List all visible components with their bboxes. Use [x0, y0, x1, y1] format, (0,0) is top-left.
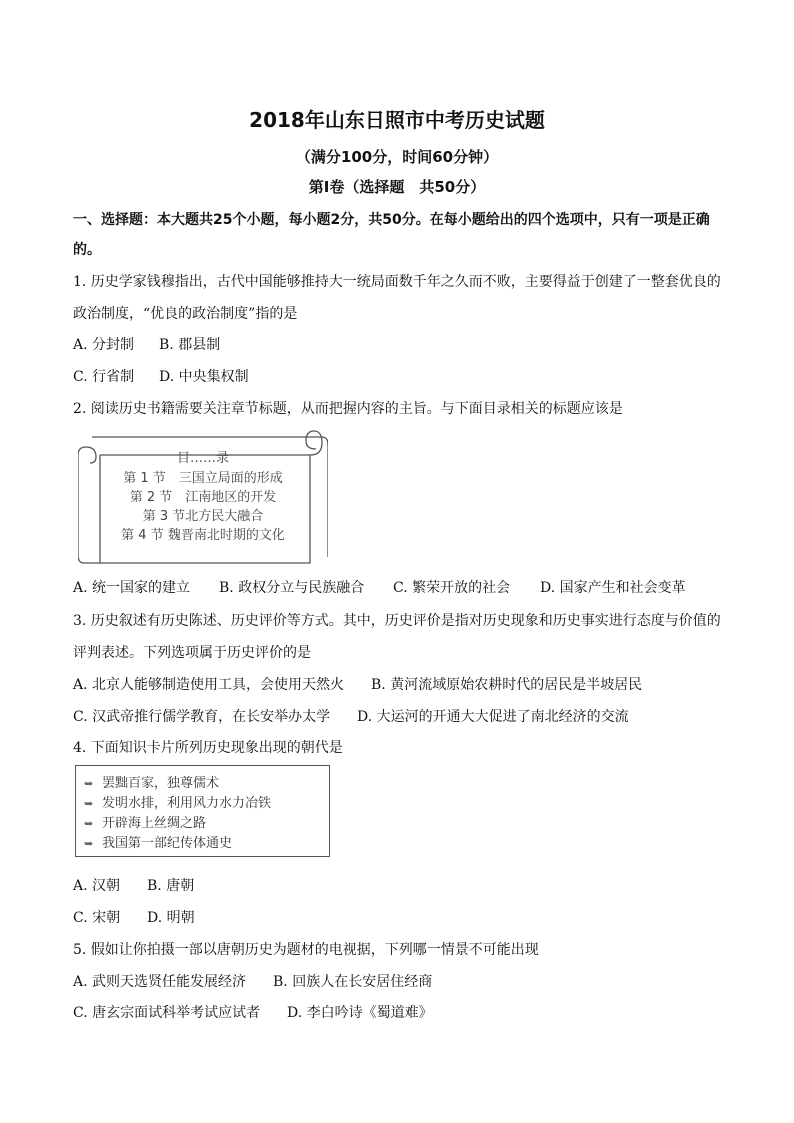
question-1-text: 1. 历史学家钱穆指出，古代中国能够推持大一统局面数千年之久而不败，主要得益于创建了一整套优良的: [73, 274, 721, 290]
card-item: ➥ 开辟海上丝绸之路: [84, 816, 207, 831]
question-2-options: [73, 579, 686, 597]
question-2-text: 2. 阅读历史书籍需要关注章节标题，从而把握内容的主旨。与下面目录相关的标题应该是: [73, 401, 623, 417]
option-b: B. 黄河流域原始农耕时代的居民是半坡居民: [371, 677, 643, 693]
question-5-options-row2: [73, 1004, 433, 1022]
option-d: D. 大运河的开通大大促进了南北经济的交流: [357, 709, 629, 725]
toc-heading: 目……录: [176, 451, 229, 466]
arrow-icon: ➥: [84, 837, 94, 850]
question-3-text: 评判表述。下列选项属于历史评价的是: [73, 645, 311, 661]
option-a: A. 武则天选贤任能发展经济: [73, 974, 247, 990]
option-d: D. 中央集权制: [159, 369, 249, 385]
knowledge-card: [75, 765, 330, 857]
option-d: D. 明朝: [147, 910, 195, 926]
arrow-icon: ➥: [84, 817, 94, 830]
option-d: D. 李白吟诗《蜀道难》: [287, 1005, 433, 1021]
question-5-options-row1: [73, 973, 432, 991]
question-1-options-row1: [73, 336, 220, 354]
question-3-text: 3. 历史叙述有历史陈述、历史评价等方式。其中，历史评价是指对历史现象和历史事实进行态度与价值的: [73, 613, 721, 629]
arrow-icon: ➥: [84, 797, 94, 810]
option-b: B. 唐朝: [147, 878, 195, 894]
option-b: B. 政权分立与民族融合: [219, 580, 365, 596]
option-a: A. 分封制: [73, 337, 135, 353]
option-c: C. 唐玄宗面试科举考试应试者: [73, 1005, 261, 1021]
toc-item: 第 3 节北方民大融合: [142, 509, 264, 524]
part-title: 第Ⅰ卷（选择题 共50分）: [308, 178, 486, 196]
option-c: C. 宋朝: [73, 910, 121, 926]
option-a: A. 北京人能够制造使用工具，会使用天然火: [73, 677, 345, 693]
question-1-text: 政治制度，“优良的政治制度”指的是: [73, 306, 298, 322]
instructions-line: 一、选择题：本大题共25个小题，每小题2分，共50分。在每小题给出的四个选项中，只有一项是正确: [73, 212, 710, 228]
question-4-options-row1: [73, 877, 194, 895]
option-a: A. 汉朝: [73, 878, 121, 894]
option-b: B. 郡县制: [159, 337, 221, 353]
card-item: ➥ 我国第一部纪传体通史: [84, 836, 233, 851]
toc-item: 第 4 节 魏晋南北时期的文化: [121, 528, 285, 543]
question-4-text: 4. 下面知识卡片所列历史现象出现的朝代是: [73, 740, 343, 756]
instructions-line: 的。: [73, 242, 101, 258]
option-d: D. 国家产生和社会变革: [540, 580, 686, 596]
toc-item: 第 2 节 江南地区的开发: [129, 490, 277, 505]
option-c: C. 行省制: [73, 369, 135, 385]
page-title: 2018年山东日照市中考历史试题: [249, 108, 545, 132]
option-a: A. 统一国家的建立: [73, 580, 191, 596]
question-4-options-row2: [73, 909, 195, 927]
question-3-options-row2: [73, 708, 629, 726]
table-of-contents-scroll: [78, 425, 328, 570]
question-1-options-row2: [73, 368, 249, 386]
exam-subtitle: （满分100分，时间60分钟）: [295, 148, 499, 166]
arrow-icon: ➥: [84, 777, 94, 790]
option-c: C. 汉武帝推行儒学教育，在长安举办太学: [73, 709, 331, 725]
toc-item: 第 1 节 三国立局面的形成: [123, 471, 283, 486]
option-b: B. 回族人在长安居住经商: [273, 974, 433, 990]
question-3-options-row1: [73, 676, 642, 694]
option-c: C. 繁荣开放的社会: [393, 580, 511, 596]
card-item: ➥ 发明水排，利用风力水力冶铁: [84, 796, 272, 811]
card-item: ➥ 罢黜百家，独尊儒术: [84, 776, 220, 791]
question-5-text: 5. 假如让你拍摄一部以唐朝历史为题材的电视据，下列哪一情景不可能出现: [73, 942, 539, 958]
